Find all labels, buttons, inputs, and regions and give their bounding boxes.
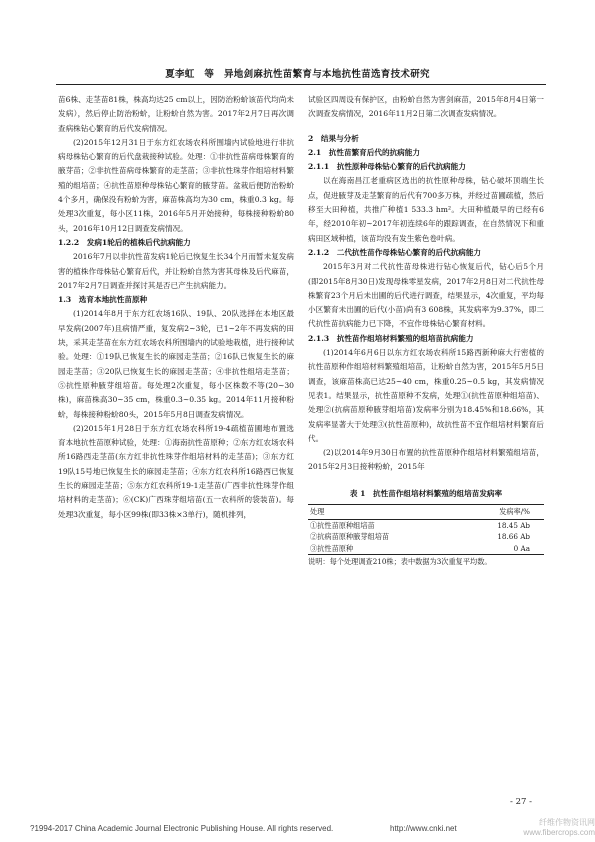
paragraph: 苗6株、走茎苗81株，株高均达25 cm以上，因防治粉蚧该苗代均尚未发病），然后停止防治粉蚧，让粉蚧自然为害。2017年2月7日再次调查病株钻心繁育的后代发病情况。 <box>58 95 294 133</box>
paragraph: 试验区四周设有保护区，由粉蚧自然为害剑麻苗，2015年8月4日第一次调查发病情况，2016年11月2日第二次调查发病情况。 <box>308 95 544 119</box>
section-heading: 2.1.1 抗性原种母株钻心繁育的后代抗病能力 <box>308 162 466 172</box>
right-column <box>308 93 544 567</box>
paragraph: 2016年7月以非抗性苗发病1轮后已恢复生长34个月而暂未复发病害的植株作母株钻心繁育后代，并让粉蚧自然为害其母株及后代麻苗，2017年2月7日调查并探讨其是否已产生抗病能力。 <box>58 252 294 290</box>
header-rule <box>56 84 546 85</box>
paragraph: 2015年3月对二代抗性苗母株进行钻心恢复后代，钻心后5个月(即2015年8月30日)发现母株零星发病，2017年2月8日对二代抗性母株繁育23个月后未出圃的后代进行调查，结果显示，4次重复，平均每小区繁育未出圃的后代(小苗)尚有3 608株，其发病率为9.37%，即二代抗性苗抗病能力已下降，不宜作母株钻心繁育材料。 <box>308 262 544 329</box>
left-column <box>58 93 294 522</box>
table-note: 说明：每个处理调查210株；表中数据为3次重复平均数。 <box>308 557 492 567</box>
copyright-text: ?1994-2017 China Academic Journal Electronic Publishing House. All rights reserved. <box>30 824 334 833</box>
section-heading: 2.1.3 抗性苗作组培材料繁殖的组培苗抗病能力 <box>308 333 474 343</box>
table-row <box>308 531 544 543</box>
running-head: 夏李虹 等 异地剑麻抗性苗繁育与本地抗性苗选育技术研究 <box>165 69 430 80</box>
watermark-title: 纤维作物资讯网 <box>539 818 595 827</box>
footer <box>30 824 570 833</box>
paragraph: (1)2014年8月于东方红农场16队、19队、20队选择在本地区最早发病(2007年)且病情严重，复发病2~3轮，已1~2年不再发病的田块，采其走茎苗在东方红农场农科所围墙内的试验地栽植，进行接种试验。处理：①19队已恢复生长的麻园走茎苗；②16队已恢复生长的麻园走茎苗；③20队已恢复生长的麻园走茎苗；④非抗性组培走茎苗；⑤抗性原种腋芽组培苗。每处理2次重复，每小区株数不等(20~30株)，麻苗株高30~35 cm，株重0.3~0.35 kg。2014年11月接种粉蚧，每株接种粉蚧80头，2015年5月8日调查发病情况。 <box>58 309 294 419</box>
paragraph: 以在海南昌江老重病区选出的抗性原种母株，钻心破坏顶端生长点，促进腋芽及走茎繁育的后代有700多万株，并经过苗圃疏植，然后移至大田种植，共推广种植1 533.3 hm²。大田种植最早的已经有6年，经2010年初~2017年初连续6年的跟踪调查，在自然情况下和重病田区域种植，该苗均没有发生紫色卷叶病。 <box>308 176 544 243</box>
section-heading-main: 2 结果与分析 <box>308 133 359 143</box>
paragraph: (2)2015年1月28日于东方红农场农科所19-4疏植苗圃地布置选育本地抗性苗原种试验，处理：①海南抗性苗原种；②东方红农场农科所16路西走茎苗(东方红非抗性珠芽作组培材料的走茎苗)；③东方红19队15号地已恢复生长的麻园走茎苗；④东方红农科所16路西已恢复生长的麻园走茎苗；⑤东方红农科所19-1走茎苗(广西非抗性珠芽作组培材料的走茎苗)；⑥(CK)广西珠芽组培苗(五一农科所的袋装苗)。每处理3次重复，每小区99株(即33株×3单行)，随机排列， <box>58 423 294 519</box>
paragraph: (2)以2014年9月30日布置的抗性苗原种作组培材料繁殖组培苗，2015年2月3日接种粉蚧，2015年 <box>308 448 544 472</box>
footer-link[interactable]: http://www.cnki.net <box>390 824 457 833</box>
table-cell: 0 Aa <box>457 543 544 555</box>
table-header-cell: 处理 <box>308 505 457 520</box>
table-cell: ①抗性苗原种组培苗 <box>310 520 375 530</box>
table-cell: 18.66 Ab <box>497 532 530 542</box>
table-cell: ③抗性苗原种 <box>308 543 457 555</box>
table-cell: 18.45 Ab <box>497 520 530 530</box>
paragraph: (1)2014年6月6日以东方红农场农科所15路西新种麻大行密植的抗性苗原种作组培材料繁殖组培苗，让粉蚧自然为害，2015年5月5日调查，该麻苗株高已达25~40 cm，株重0.25~0.5 kg，其发病情况见表1。结果显示，抗性苗原种不发病，处理①(抗性苗原种组培苗)、处理②(抗病苗原种腋芽组培苗)发病率分别为18.45%和18.66%，其发病率显著大于处理③(抗性苗原种)，故抗性苗不宜作组培材料繁育后代。 <box>308 348 544 443</box>
section-heading: 2.1.2 二代抗性苗作母株钻心繁育的后代抗病能力 <box>308 247 482 257</box>
table-header-cell: 发病率/% <box>457 505 544 520</box>
section-heading: 1.3 选育本地抗性苗原种 <box>58 295 148 305</box>
page-number: - 27 - <box>510 797 532 807</box>
table-row <box>308 543 544 555</box>
paragraph: (2)2015年12月31日于东方红农场农科所围墙内试验地进行非抗病母株钻心繁育的后代盘栽接种试验。处理：①非抗性苗病母株繁育的腋芽苗；②非抗性苗病母株繁育的走茎苗；③非抗性珠芽作组培材料繁殖的组培苗；④抗性苗原种母株钻心繁育的腋芽苗。盆栽后便防治粉蚧4个多月，确保没有粉蚧为害，麻苗株高均为30 cm，株重0.3 kg。每处理3次重复，每小区11株，2016年5月开始接种，每株接种粉蚧80头，2016年10月12日调查发病情况。 <box>58 137 294 233</box>
section-heading: 1.2.2 发病1轮后的植株后代抗病能力 <box>58 237 191 247</box>
table-title: 表 1 抗性苗作组培材料繁殖的组培苗发病率 <box>349 488 503 498</box>
table-row <box>308 519 544 531</box>
section-heading: 2.1 抗性苗繁育后代的抗病能力 <box>308 147 420 157</box>
watermark-url: www.fibercrops.com <box>523 828 595 837</box>
table-cell: ②抗病苗原种腋芽组培苗 <box>310 532 390 542</box>
watermark <box>505 818 595 838</box>
data-table <box>308 504 544 555</box>
